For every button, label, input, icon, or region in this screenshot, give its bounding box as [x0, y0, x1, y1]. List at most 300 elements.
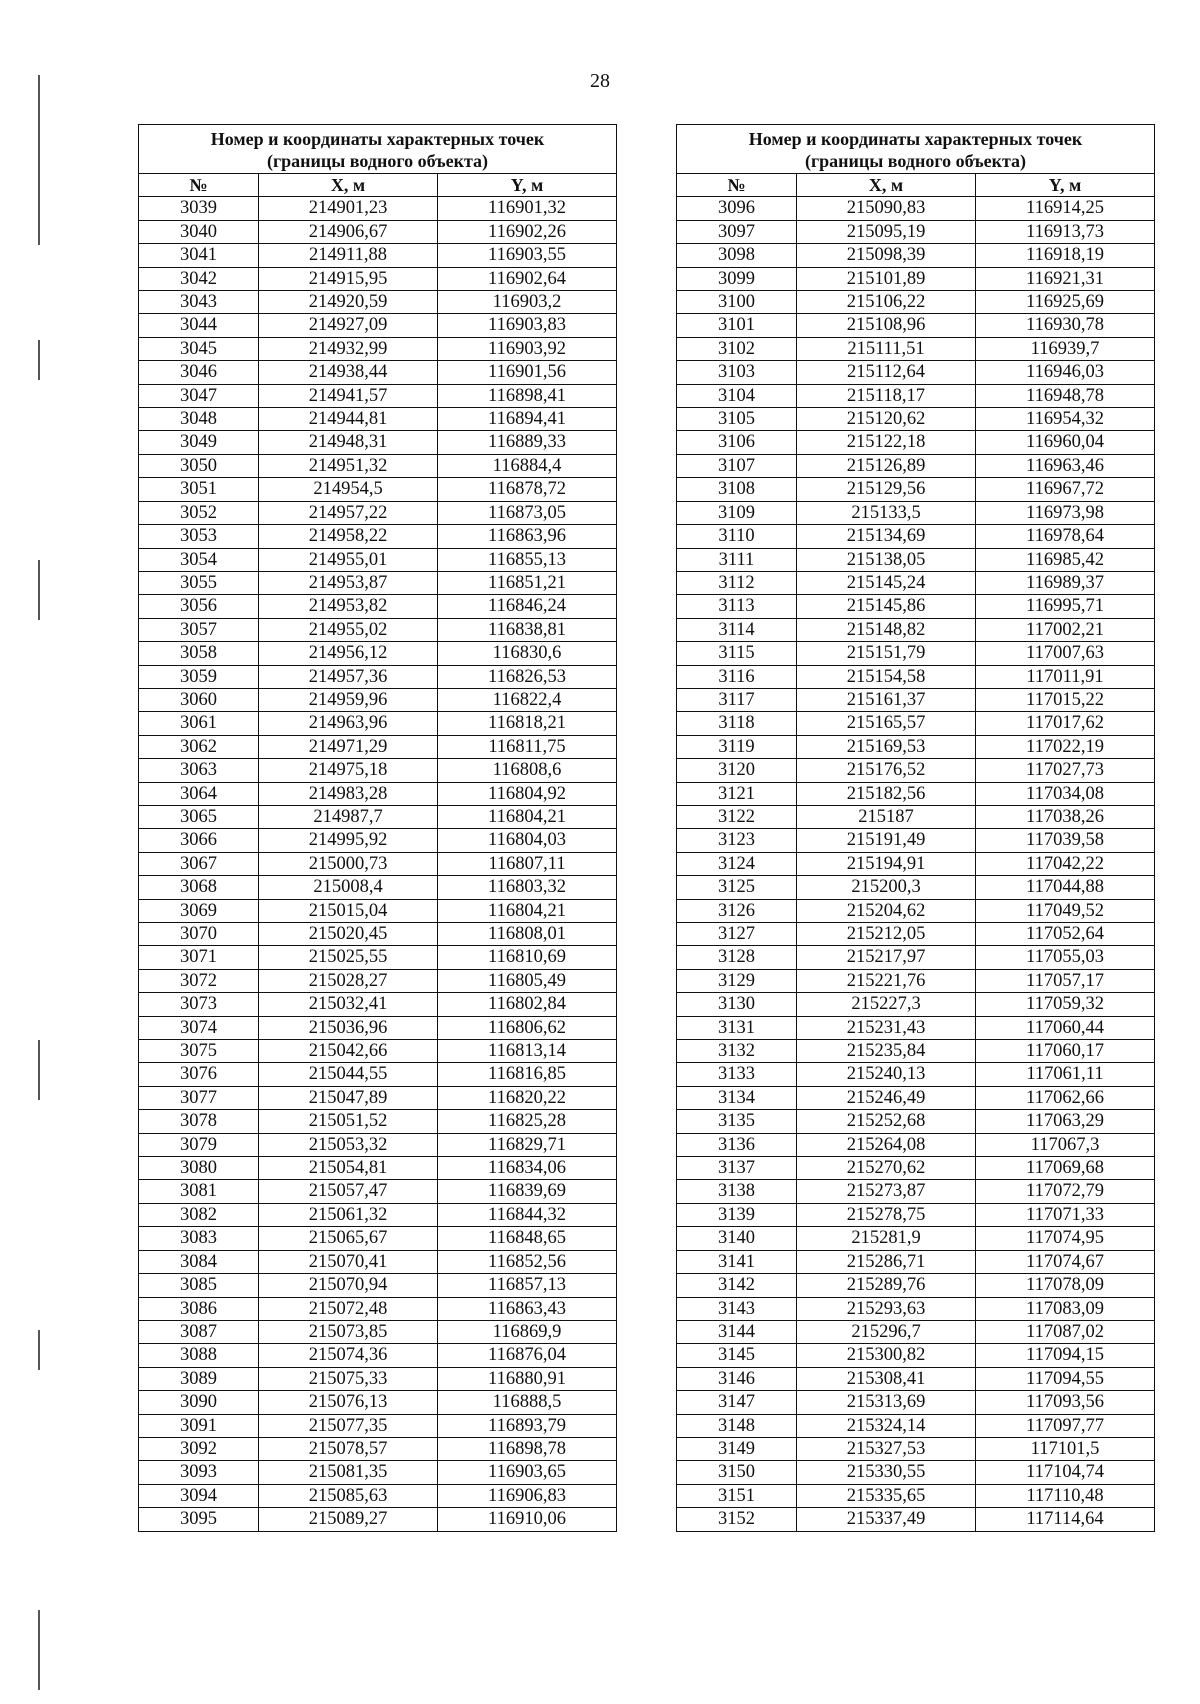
- column-header-x: X, м: [259, 174, 438, 197]
- x-coordinate-cell: 214927,09: [259, 314, 438, 337]
- x-coordinate-cell: 215264,08: [797, 1133, 976, 1156]
- point-number-cell: 3054: [139, 548, 259, 571]
- x-coordinate-cell: 215106,22: [797, 291, 976, 314]
- point-number-cell: 3123: [677, 829, 797, 852]
- y-coordinate-cell: 116903,55: [438, 244, 617, 267]
- y-coordinate-cell: 117049,52: [976, 899, 1155, 922]
- x-coordinate-cell: 215278,75: [797, 1203, 976, 1226]
- y-coordinate-cell: 117074,95: [976, 1227, 1155, 1250]
- point-number-cell: 3080: [139, 1157, 259, 1180]
- table-row: [677, 829, 1155, 852]
- y-coordinate-cell: 117067,3: [976, 1133, 1155, 1156]
- table-row: [677, 1274, 1155, 1297]
- point-number-cell: 3151: [677, 1484, 797, 1507]
- x-coordinate-cell: 215148,82: [797, 618, 976, 641]
- y-coordinate-cell: 117022,19: [976, 735, 1155, 758]
- table-row: [677, 993, 1155, 1016]
- table-row: [139, 1391, 617, 1414]
- point-number-cell: 3059: [139, 665, 259, 688]
- table-row: [677, 291, 1155, 314]
- x-coordinate-cell: 214920,59: [259, 291, 438, 314]
- x-coordinate-cell: 215042,66: [259, 1040, 438, 1063]
- y-coordinate-cell: 116806,62: [438, 1016, 617, 1039]
- x-coordinate-cell: 214987,7: [259, 805, 438, 828]
- point-number-cell: 3143: [677, 1297, 797, 1320]
- table-row: [139, 805, 617, 828]
- y-coordinate-cell: 117059,32: [976, 993, 1155, 1016]
- y-coordinate-cell: 116910,06: [438, 1508, 617, 1531]
- table-row: [139, 642, 617, 665]
- column-header-number: №: [677, 174, 797, 197]
- point-number-cell: 3056: [139, 595, 259, 618]
- y-coordinate-cell: 116803,32: [438, 876, 617, 899]
- y-coordinate-cell: 116889,33: [438, 431, 617, 454]
- table-row: [139, 291, 617, 314]
- table-row: [139, 1437, 617, 1460]
- table-row: [677, 1086, 1155, 1109]
- point-number-cell: 3084: [139, 1250, 259, 1273]
- point-number-cell: 3113: [677, 595, 797, 618]
- table-row: [677, 361, 1155, 384]
- table-row: [139, 1274, 617, 1297]
- table-row: [139, 1461, 617, 1484]
- x-coordinate-cell: 215231,43: [797, 1016, 976, 1039]
- x-coordinate-cell: 215057,47: [259, 1180, 438, 1203]
- y-coordinate-cell: 116816,85: [438, 1063, 617, 1086]
- x-coordinate-cell: 215154,58: [797, 665, 976, 688]
- y-coordinate-cell: 117074,67: [976, 1250, 1155, 1273]
- point-number-cell: 3064: [139, 782, 259, 805]
- y-coordinate-cell: 117062,66: [976, 1086, 1155, 1109]
- y-coordinate-cell: 116830,6: [438, 642, 617, 665]
- y-coordinate-cell: 116902,26: [438, 220, 617, 243]
- scan-artifact-line: [38, 1610, 40, 1690]
- table-row: [139, 688, 617, 711]
- y-coordinate-cell: 116888,5: [438, 1391, 617, 1414]
- y-coordinate-cell: 116901,56: [438, 361, 617, 384]
- point-number-cell: 3063: [139, 759, 259, 782]
- point-number-cell: 3067: [139, 852, 259, 875]
- table-row: [677, 759, 1155, 782]
- point-number-cell: 3043: [139, 291, 259, 314]
- y-coordinate-cell: 117060,44: [976, 1016, 1155, 1039]
- x-coordinate-cell: 215204,62: [797, 899, 976, 922]
- y-coordinate-cell: 116829,71: [438, 1133, 617, 1156]
- x-coordinate-cell: 215077,35: [259, 1414, 438, 1437]
- point-number-cell: 3129: [677, 969, 797, 992]
- x-coordinate-cell: 215072,48: [259, 1297, 438, 1320]
- point-number-cell: 3045: [139, 337, 259, 360]
- point-number-cell: 3042: [139, 267, 259, 290]
- y-coordinate-cell: 116903,92: [438, 337, 617, 360]
- table-row: [139, 1297, 617, 1320]
- point-number-cell: 3095: [139, 1508, 259, 1531]
- y-coordinate-cell: 117055,03: [976, 946, 1155, 969]
- x-coordinate-cell: 215252,68: [797, 1110, 976, 1133]
- point-number-cell: 3118: [677, 712, 797, 735]
- point-number-cell: 3124: [677, 852, 797, 875]
- point-number-cell: 3074: [139, 1016, 259, 1039]
- x-coordinate-cell: 215151,79: [797, 642, 976, 665]
- point-number-cell: 3107: [677, 454, 797, 477]
- table-row: [677, 267, 1155, 290]
- x-coordinate-cell: 215065,67: [259, 1227, 438, 1250]
- table-row: [677, 946, 1155, 969]
- x-coordinate-cell: 215217,97: [797, 946, 976, 969]
- x-coordinate-cell: 214995,92: [259, 829, 438, 852]
- table-row: [139, 548, 617, 571]
- y-coordinate-cell: 116898,41: [438, 384, 617, 407]
- table-row: [677, 1437, 1155, 1460]
- table-row: [677, 852, 1155, 875]
- y-coordinate-cell: 117034,08: [976, 782, 1155, 805]
- y-coordinate-cell: 116903,83: [438, 314, 617, 337]
- table-row: [677, 220, 1155, 243]
- table-row: [139, 618, 617, 641]
- table-row: [139, 1227, 617, 1250]
- point-number-cell: 3046: [139, 361, 259, 384]
- point-number-cell: 3139: [677, 1203, 797, 1226]
- y-coordinate-cell: 116906,83: [438, 1484, 617, 1507]
- x-coordinate-cell: 215070,94: [259, 1274, 438, 1297]
- x-coordinate-cell: 214963,96: [259, 712, 438, 735]
- y-coordinate-cell: 117039,58: [976, 829, 1155, 852]
- x-coordinate-cell: 215330,55: [797, 1461, 976, 1484]
- column-header-number: №: [139, 174, 259, 197]
- table-row: [139, 1040, 617, 1063]
- point-number-cell: 3051: [139, 478, 259, 501]
- y-coordinate-cell: 117110,48: [976, 1484, 1155, 1507]
- table-row: [139, 876, 617, 899]
- x-coordinate-cell: 214941,57: [259, 384, 438, 407]
- point-number-cell: 3141: [677, 1250, 797, 1273]
- x-coordinate-cell: 215073,85: [259, 1320, 438, 1343]
- y-coordinate-cell: 116948,78: [976, 384, 1155, 407]
- x-coordinate-cell: 215296,7: [797, 1320, 976, 1343]
- scan-artifact-line: [38, 340, 40, 380]
- x-coordinate-cell: 215098,39: [797, 244, 976, 267]
- y-coordinate-cell: 116822,4: [438, 688, 617, 711]
- point-number-cell: 3052: [139, 501, 259, 524]
- page-number: 28: [590, 70, 610, 92]
- y-coordinate-cell: 116804,03: [438, 829, 617, 852]
- table-row: [677, 1320, 1155, 1343]
- table-row: [677, 1180, 1155, 1203]
- x-coordinate-cell: 214911,88: [259, 244, 438, 267]
- table-row: [677, 1110, 1155, 1133]
- y-coordinate-cell: 116844,32: [438, 1203, 617, 1226]
- x-coordinate-cell: 215051,52: [259, 1110, 438, 1133]
- point-number-cell: 3097: [677, 220, 797, 243]
- point-number-cell: 3119: [677, 735, 797, 758]
- y-coordinate-cell: 117069,68: [976, 1157, 1155, 1180]
- x-coordinate-cell: 215145,24: [797, 571, 976, 594]
- table-row: [139, 829, 617, 852]
- x-coordinate-cell: 215246,49: [797, 1086, 976, 1109]
- y-coordinate-cell: 116985,42: [976, 548, 1155, 571]
- y-coordinate-cell: 117072,79: [976, 1180, 1155, 1203]
- y-coordinate-cell: 116825,28: [438, 1110, 617, 1133]
- x-coordinate-cell: 214901,23: [259, 197, 438, 220]
- x-coordinate-cell: 215081,35: [259, 1461, 438, 1484]
- table-row: [677, 197, 1155, 220]
- table-row: [139, 244, 617, 267]
- table-row: [677, 1040, 1155, 1063]
- table-row: [139, 571, 617, 594]
- point-number-cell: 3117: [677, 688, 797, 711]
- x-coordinate-cell: 215112,64: [797, 361, 976, 384]
- point-number-cell: 3102: [677, 337, 797, 360]
- x-coordinate-cell: 215025,55: [259, 946, 438, 969]
- x-coordinate-cell: 214915,95: [259, 267, 438, 290]
- point-number-cell: 3081: [139, 1180, 259, 1203]
- table-row: [677, 688, 1155, 711]
- point-number-cell: 3093: [139, 1461, 259, 1484]
- point-number-cell: 3110: [677, 525, 797, 548]
- scan-artifact-line: [38, 75, 40, 245]
- point-number-cell: 3135: [677, 1110, 797, 1133]
- y-coordinate-cell: 117094,15: [976, 1344, 1155, 1367]
- table-row: [139, 1110, 617, 1133]
- point-number-cell: 3079: [139, 1133, 259, 1156]
- point-number-cell: 3116: [677, 665, 797, 688]
- y-coordinate-cell: 116855,13: [438, 548, 617, 571]
- table-row: [139, 314, 617, 337]
- x-coordinate-cell: 214948,31: [259, 431, 438, 454]
- table-row: [677, 712, 1155, 735]
- x-coordinate-cell: 215313,69: [797, 1391, 976, 1414]
- point-number-cell: 3078: [139, 1110, 259, 1133]
- point-number-cell: 3146: [677, 1367, 797, 1390]
- table-row: [139, 595, 617, 618]
- point-number-cell: 3133: [677, 1063, 797, 1086]
- x-coordinate-cell: 215300,82: [797, 1344, 976, 1367]
- x-coordinate-cell: 214956,12: [259, 642, 438, 665]
- y-coordinate-cell: 116802,84: [438, 993, 617, 1016]
- table-row: [677, 337, 1155, 360]
- x-coordinate-cell: 215308,41: [797, 1367, 976, 1390]
- point-number-cell: 3073: [139, 993, 259, 1016]
- table-row: [139, 1203, 617, 1226]
- y-coordinate-cell: 116804,21: [438, 899, 617, 922]
- y-coordinate-cell: 117114,64: [976, 1508, 1155, 1531]
- point-number-cell: 3115: [677, 642, 797, 665]
- point-number-cell: 3062: [139, 735, 259, 758]
- x-coordinate-cell: 215161,37: [797, 688, 976, 711]
- point-number-cell: 3138: [677, 1180, 797, 1203]
- table-row: [139, 501, 617, 524]
- point-number-cell: 3121: [677, 782, 797, 805]
- table-row: [677, 1157, 1155, 1180]
- x-coordinate-cell: 215273,87: [797, 1180, 976, 1203]
- x-coordinate-cell: 215032,41: [259, 993, 438, 1016]
- x-coordinate-cell: 215028,27: [259, 969, 438, 992]
- y-coordinate-cell: 117007,63: [976, 642, 1155, 665]
- y-coordinate-cell: 116811,75: [438, 735, 617, 758]
- scan-artifact-line: [38, 1330, 40, 1370]
- y-coordinate-cell: 116918,19: [976, 244, 1155, 267]
- point-number-cell: 3047: [139, 384, 259, 407]
- table-row: [139, 899, 617, 922]
- y-coordinate-cell: 116921,31: [976, 267, 1155, 290]
- table-row: [139, 1484, 617, 1507]
- table-title-line2: (границы водного объекта): [266, 151, 489, 171]
- x-coordinate-cell: 215187: [797, 805, 976, 828]
- table-row: [139, 1133, 617, 1156]
- point-number-cell: 3066: [139, 829, 259, 852]
- table-row: [677, 735, 1155, 758]
- point-number-cell: 3112: [677, 571, 797, 594]
- point-number-cell: 3144: [677, 1320, 797, 1343]
- y-coordinate-cell: 116846,24: [438, 595, 617, 618]
- y-coordinate-cell: 117104,74: [976, 1461, 1155, 1484]
- column-header-y: Y, м: [438, 174, 617, 197]
- table-row: [677, 1227, 1155, 1250]
- y-coordinate-cell: 116873,05: [438, 501, 617, 524]
- x-coordinate-cell: 214906,67: [259, 220, 438, 243]
- point-number-cell: 3039: [139, 197, 259, 220]
- table-row: [677, 244, 1155, 267]
- x-coordinate-cell: 215054,81: [259, 1157, 438, 1180]
- y-coordinate-cell: 116973,98: [976, 501, 1155, 524]
- y-coordinate-cell: 117097,77: [976, 1414, 1155, 1437]
- y-coordinate-cell: 116848,65: [438, 1227, 617, 1250]
- point-number-cell: 3099: [677, 267, 797, 290]
- x-coordinate-cell: 215176,52: [797, 759, 976, 782]
- x-coordinate-cell: 214953,87: [259, 571, 438, 594]
- x-coordinate-cell: 214932,99: [259, 337, 438, 360]
- table-row: [139, 993, 617, 1016]
- table-title-line1: Номер и координаты характерных точек: [210, 129, 545, 149]
- x-coordinate-cell: 215122,18: [797, 431, 976, 454]
- point-number-cell: 3058: [139, 642, 259, 665]
- table-row: [677, 408, 1155, 431]
- y-coordinate-cell: 116852,56: [438, 1250, 617, 1273]
- table-row: [139, 759, 617, 782]
- table-title-line1: Номер и координаты характерных точек: [748, 129, 1083, 149]
- x-coordinate-cell: 215194,91: [797, 852, 976, 875]
- y-coordinate-cell: 116826,53: [438, 665, 617, 688]
- y-coordinate-cell: 116901,32: [438, 197, 617, 220]
- table-row: [677, 1367, 1155, 1390]
- y-coordinate-cell: 116903,2: [438, 291, 617, 314]
- point-number-cell: 3061: [139, 712, 259, 735]
- x-coordinate-cell: 215293,63: [797, 1297, 976, 1320]
- y-coordinate-cell: 117087,02: [976, 1320, 1155, 1343]
- x-coordinate-cell: 215076,13: [259, 1391, 438, 1414]
- y-coordinate-cell: 117057,17: [976, 969, 1155, 992]
- point-number-cell: 3147: [677, 1391, 797, 1414]
- table-row: [139, 782, 617, 805]
- point-number-cell: 3090: [139, 1391, 259, 1414]
- point-number-cell: 3072: [139, 969, 259, 992]
- point-number-cell: 3055: [139, 571, 259, 594]
- table-row: [677, 899, 1155, 922]
- table-row: [139, 1320, 617, 1343]
- y-coordinate-cell: 116978,64: [976, 525, 1155, 548]
- point-number-cell: 3101: [677, 314, 797, 337]
- x-coordinate-cell: 214955,01: [259, 548, 438, 571]
- point-number-cell: 3076: [139, 1063, 259, 1086]
- y-coordinate-cell: 116857,13: [438, 1274, 617, 1297]
- y-coordinate-cell: 116893,79: [438, 1414, 617, 1437]
- table-row: [677, 525, 1155, 548]
- x-coordinate-cell: 215169,53: [797, 735, 976, 758]
- table-row: [677, 876, 1155, 899]
- scan-artifact-line: [38, 1040, 40, 1100]
- x-coordinate-cell: 214953,82: [259, 595, 438, 618]
- y-coordinate-cell: 116963,46: [976, 454, 1155, 477]
- y-coordinate-cell: 116989,37: [976, 571, 1155, 594]
- y-coordinate-cell: 116902,64: [438, 267, 617, 290]
- table-row: [677, 642, 1155, 665]
- point-number-cell: 3083: [139, 1227, 259, 1250]
- table-row: [677, 1461, 1155, 1484]
- y-coordinate-cell: 116995,71: [976, 595, 1155, 618]
- x-coordinate-cell: 215270,62: [797, 1157, 976, 1180]
- y-coordinate-cell: 116863,96: [438, 525, 617, 548]
- table-row: [139, 1086, 617, 1109]
- point-number-cell: 3087: [139, 1320, 259, 1343]
- y-coordinate-cell: 116884,4: [438, 454, 617, 477]
- x-coordinate-cell: 215129,56: [797, 478, 976, 501]
- point-number-cell: 3128: [677, 946, 797, 969]
- table-row: [139, 525, 617, 548]
- x-coordinate-cell: 214959,96: [259, 688, 438, 711]
- x-coordinate-cell: 215235,84: [797, 1040, 976, 1063]
- table-row: [139, 852, 617, 875]
- x-coordinate-cell: 215118,17: [797, 384, 976, 407]
- y-coordinate-cell: 116869,9: [438, 1320, 617, 1343]
- x-coordinate-cell: 215036,96: [259, 1016, 438, 1039]
- x-coordinate-cell: 215120,62: [797, 408, 976, 431]
- y-coordinate-cell: 117027,73: [976, 759, 1155, 782]
- table-row: [677, 1016, 1155, 1039]
- x-coordinate-cell: 214951,32: [259, 454, 438, 477]
- table-row: [139, 1414, 617, 1437]
- x-coordinate-cell: 215044,55: [259, 1063, 438, 1086]
- y-coordinate-cell: 116946,03: [976, 361, 1155, 384]
- y-coordinate-cell: 117083,09: [976, 1297, 1155, 1320]
- point-number-cell: 3114: [677, 618, 797, 641]
- x-coordinate-cell: 215327,53: [797, 1437, 976, 1460]
- point-number-cell: 3098: [677, 244, 797, 267]
- x-coordinate-cell: 215182,56: [797, 782, 976, 805]
- y-coordinate-cell: 117052,64: [976, 923, 1155, 946]
- x-coordinate-cell: 214983,28: [259, 782, 438, 805]
- y-coordinate-cell: 117011,91: [976, 665, 1155, 688]
- table-row: [139, 1367, 617, 1390]
- x-coordinate-cell: 215000,73: [259, 852, 438, 875]
- y-coordinate-cell: 117061,11: [976, 1063, 1155, 1086]
- point-number-cell: 3111: [677, 548, 797, 571]
- table-title: [139, 125, 617, 174]
- table-row: [139, 337, 617, 360]
- table-row: [677, 1508, 1155, 1531]
- point-number-cell: 3049: [139, 431, 259, 454]
- y-coordinate-cell: 117094,55: [976, 1367, 1155, 1390]
- table-row: [677, 665, 1155, 688]
- table-row: [139, 454, 617, 477]
- y-coordinate-cell: 116863,43: [438, 1297, 617, 1320]
- x-coordinate-cell: 215281,9: [797, 1227, 976, 1250]
- point-number-cell: 3048: [139, 408, 259, 431]
- y-coordinate-cell: 116808,6: [438, 759, 617, 782]
- point-number-cell: 3149: [677, 1437, 797, 1460]
- point-number-cell: 3120: [677, 759, 797, 782]
- point-number-cell: 3082: [139, 1203, 259, 1226]
- point-number-cell: 3148: [677, 1414, 797, 1437]
